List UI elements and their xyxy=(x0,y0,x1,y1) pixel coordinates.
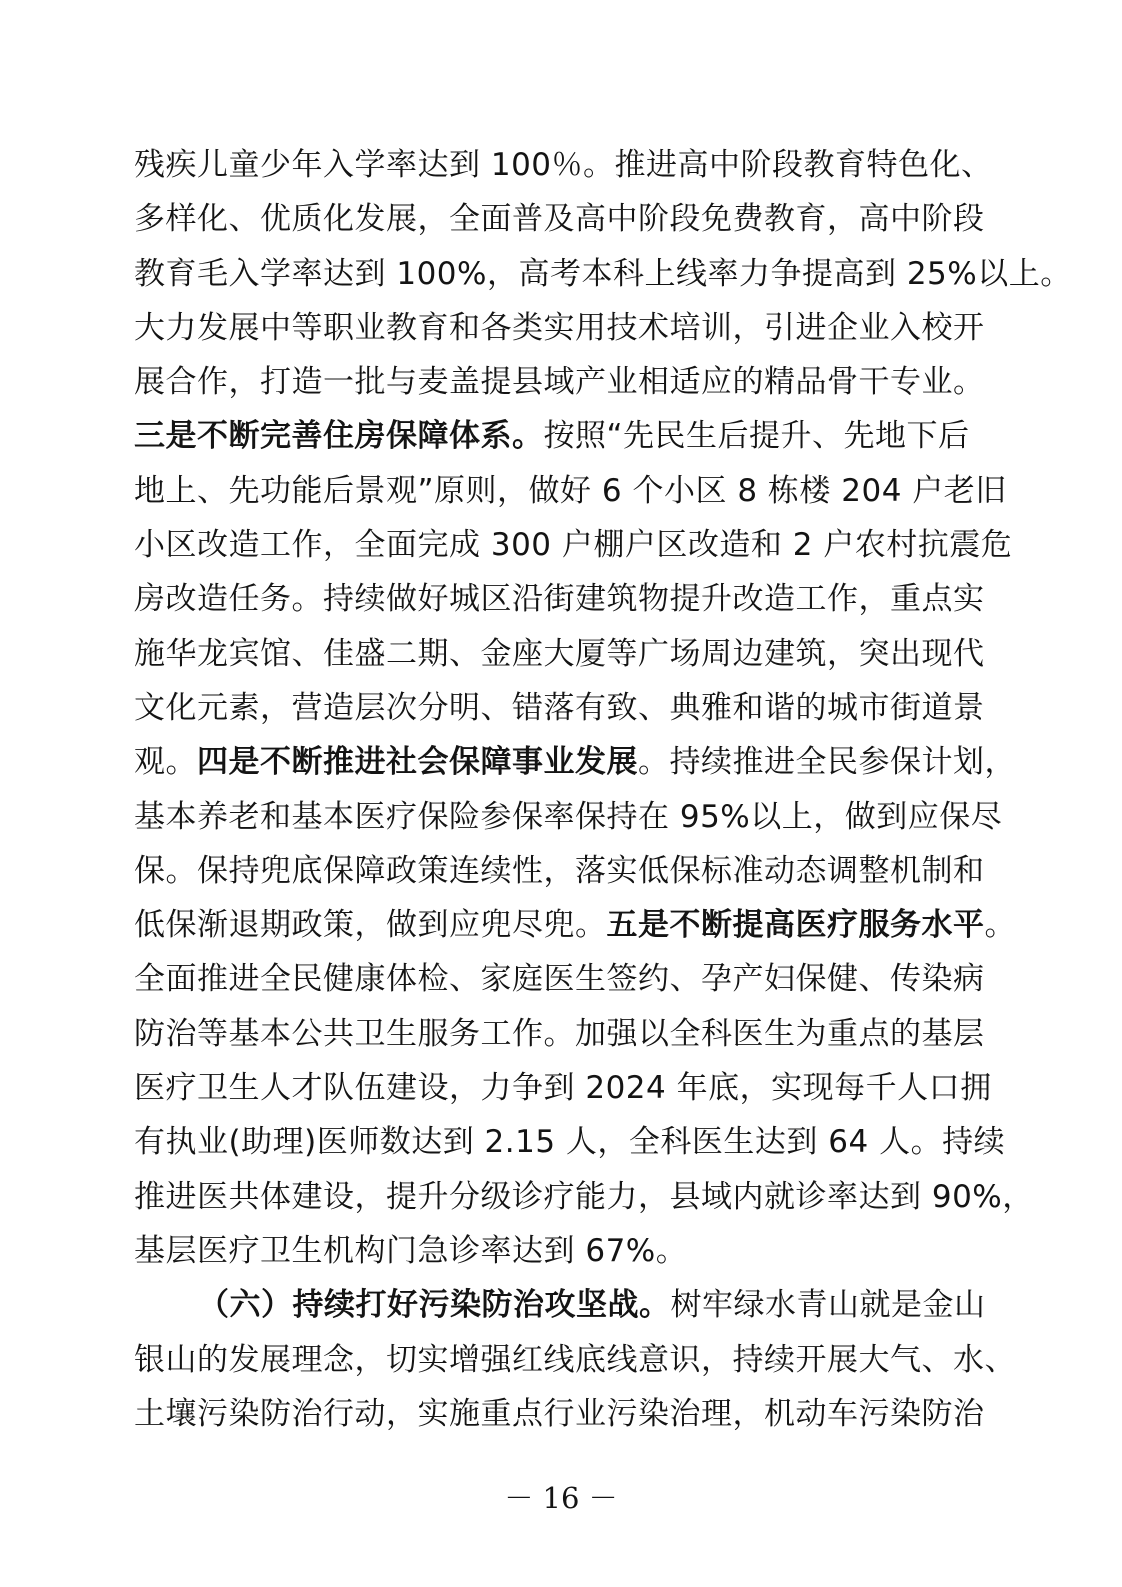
body-text xyxy=(134,138,1072,1441)
text-line xyxy=(134,1333,1016,1387)
text-line xyxy=(134,355,994,409)
bold-heading-text: 四是不断推进社会保障事业发展 xyxy=(197,744,638,781)
text-line xyxy=(134,627,994,681)
body-text-segment: 展合作，打造一批与麦盖提县域产业相适应的精品骨干专业。 xyxy=(134,364,985,401)
body-text-segment: 观。 xyxy=(134,744,197,781)
text-line xyxy=(134,1007,994,1061)
text-line xyxy=(134,898,1016,952)
text-line xyxy=(134,1224,994,1278)
page-number: － 16 － xyxy=(504,1481,618,1515)
text-line xyxy=(134,1387,994,1441)
body-text-segment: 房改造任务。持续做好城区沿街建筑物提升改造工作，重点实 xyxy=(134,581,985,618)
body-text-segment: 低保渐退期政策，做到应兜尽兜。 xyxy=(134,907,607,944)
text-line xyxy=(134,1278,994,1332)
text-line xyxy=(134,572,994,626)
text-line xyxy=(134,1170,1034,1224)
body-text-segment: 教育毛入学率达到 100%，高考本科上线率力争提高到 25%以上。 xyxy=(134,255,1072,292)
body-text-segment: 基本养老和基本医疗保险参保率保持在 95%以上，做到应保尽 xyxy=(134,798,1003,835)
body-text-segment: 按照“先民生后提升、先地下后 xyxy=(543,418,970,455)
body-text-segment: 全面推进全民健康体检、家庭医生签约、孕产妇保健、传染病 xyxy=(134,961,985,998)
text-line xyxy=(134,952,994,1006)
bold-heading-text: 三是不断完善住房保障体系。 xyxy=(134,418,544,455)
body-text-segment: 树牢绿水青山就是金山 xyxy=(670,1287,986,1324)
body-text-segment: 小区改造工作，全面完成 300 户棚户区改造和 2 户农村抗震危 xyxy=(134,527,1013,564)
body-text-segment: 医疗卫生人才队伍建设，力争到 2024 年底，实现每千人口拥 xyxy=(134,1070,992,1107)
text-line xyxy=(134,844,994,898)
body-text-segment: 多样化、优质化发展，全面普及高中阶段免费教育，高中阶段 xyxy=(134,201,985,238)
body-text-segment: 文化元素，营造层次分明、错落有致、典雅和谐的城市街道景 xyxy=(134,689,985,726)
text-line xyxy=(134,790,1003,844)
text-line xyxy=(134,464,1007,518)
body-text-segment: 残疾儿童少年入学率达到 100％。推进高中阶段教育特色化、 xyxy=(134,147,993,183)
body-text-segment: 有执业(助理)医师数达到 2.15 人，全科医生达到 64 人。持续 xyxy=(134,1124,1006,1161)
body-text-segment: 。持续推进全民参保计划， xyxy=(638,744,1016,781)
body-text-segment: 。 xyxy=(984,907,1016,944)
body-text-segment: 大力发展中等职业教育和各类实用技术培训，引进企业入校开 xyxy=(134,309,985,346)
body-text-segment: 防治等基本公共卫生服务工作。加强以全科医生为重点的基层 xyxy=(134,1015,985,1052)
text-line xyxy=(134,138,994,192)
text-line xyxy=(134,247,1072,301)
body-text-segment: 施华龙宾馆、佳盛二期、金座大厦等广场周边建筑，突出现代 xyxy=(134,635,985,672)
bold-heading-text: 五是不断提高医疗服务水平 xyxy=(606,907,985,944)
body-text-segment: 地上、先功能后景观”原则，做好 6 个小区 8 栋楼 204 户老旧 xyxy=(134,472,1007,509)
text-line xyxy=(134,518,1013,572)
text-line xyxy=(134,409,994,463)
text-line xyxy=(134,681,994,735)
text-line xyxy=(134,1061,994,1115)
body-text-segment: 推进医共体建设，提升分级诊疗能力，县域内就诊率达到 90%， xyxy=(134,1178,1034,1215)
body-text-segment: 基层医疗卫生机构门急诊率达到 67%。 xyxy=(134,1232,688,1269)
bold-heading-text: （六）持续打好污染防治攻坚战。 xyxy=(198,1287,671,1324)
body-text-segment: 保。保持兜底保障政策连续性，落实低保标准动态调整机制和 xyxy=(134,852,985,889)
body-text-segment: 银山的发展理念，切实增强红线底线意识，持续开展大气、水、 xyxy=(134,1341,1016,1378)
body-text-segment: 土壤污染防治行动，实施重点行业污染治理，机动车污染防治 xyxy=(134,1395,985,1432)
text-line xyxy=(134,735,1016,789)
text-line xyxy=(134,301,994,355)
text-line xyxy=(134,192,994,246)
text-line xyxy=(134,1115,1006,1169)
